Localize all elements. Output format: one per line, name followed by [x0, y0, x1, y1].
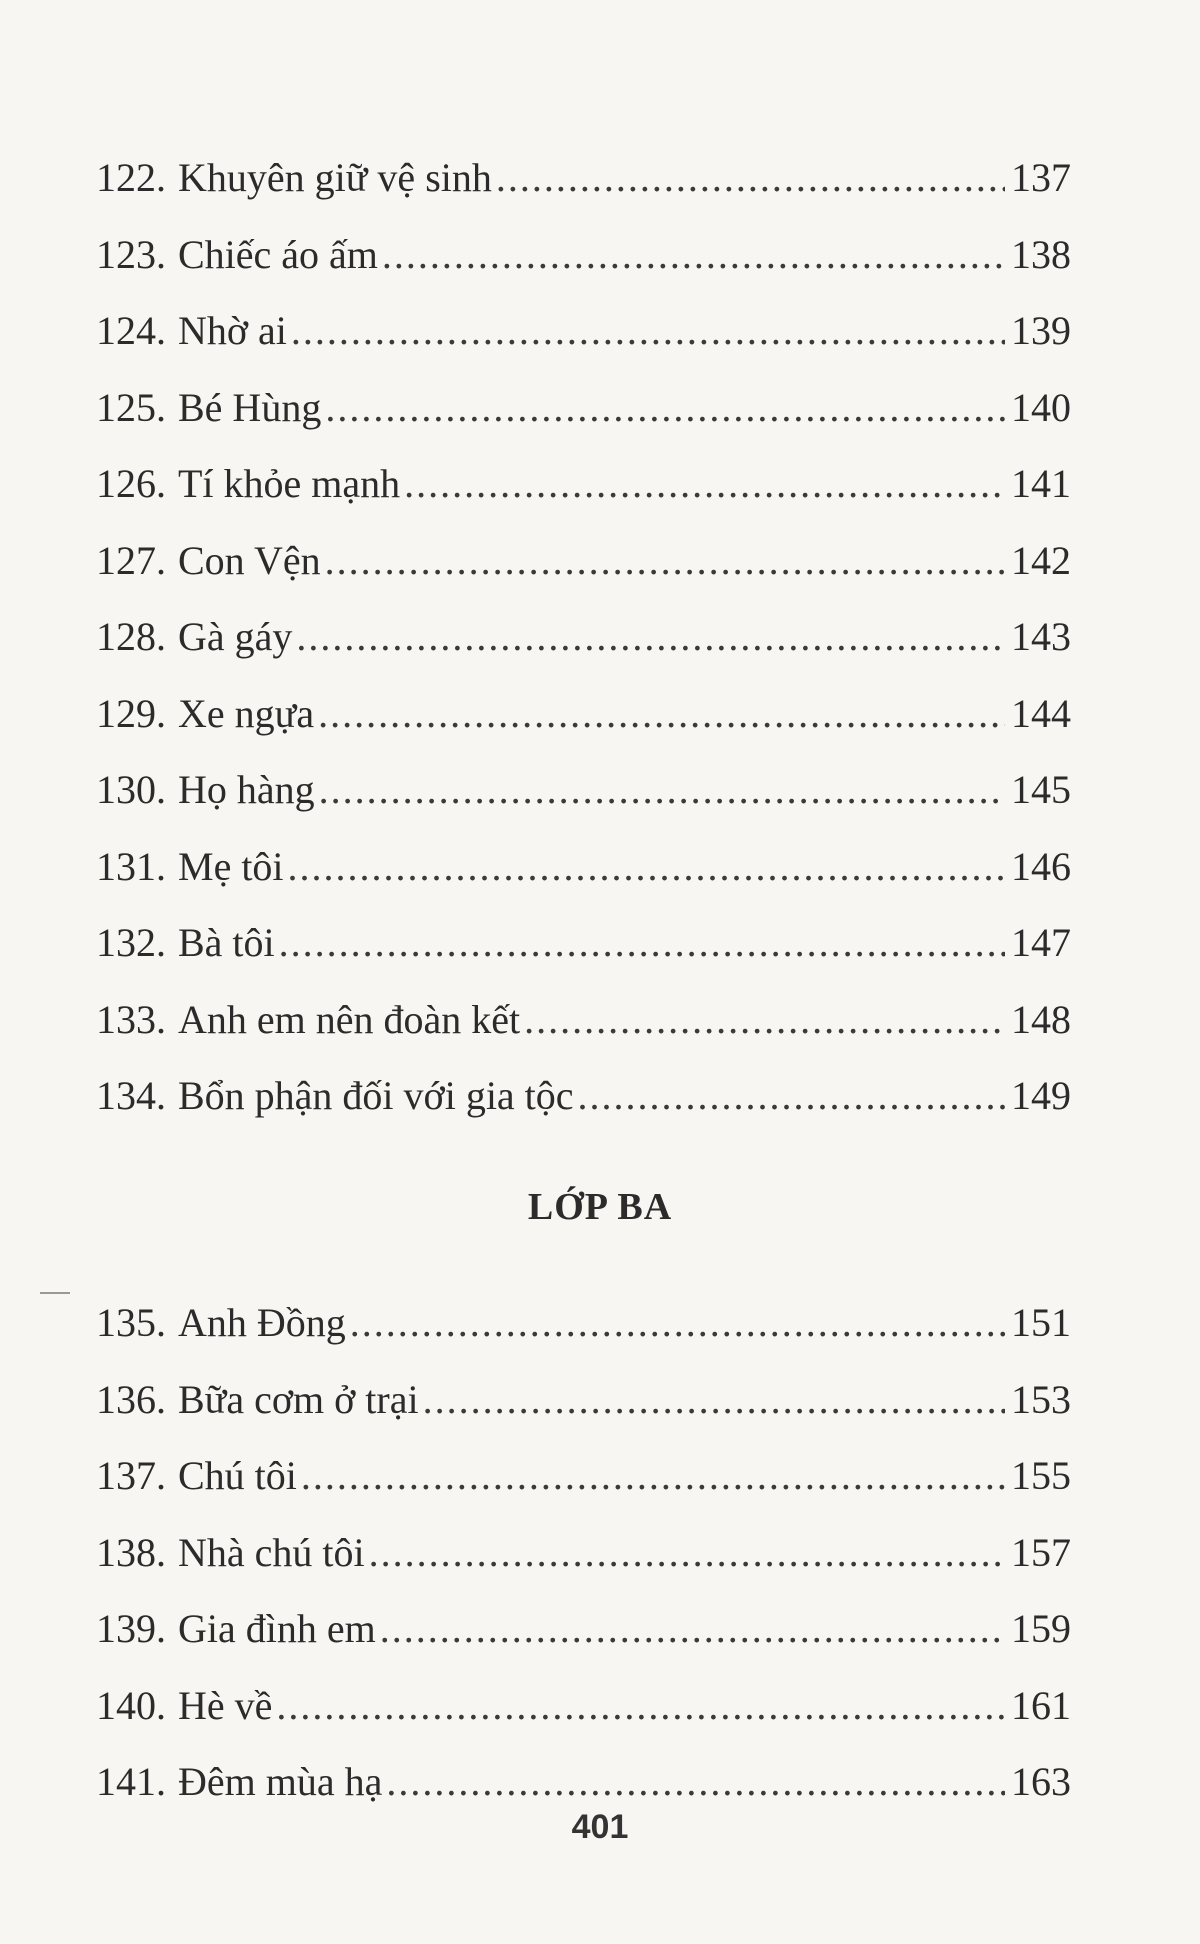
dot-leader [301, 1438, 1005, 1515]
page-number: 401 [571, 1808, 629, 1846]
dot-leader [496, 140, 1005, 217]
entry-title: Bữa cơm ở trại [178, 1376, 419, 1422]
entry-page: 155 [1011, 1453, 1071, 1498]
entry-page: 148 [1011, 996, 1071, 1042]
entry-page: 142 [1011, 537, 1071, 583]
entry-page: 153 [1011, 1376, 1071, 1422]
entry-title: Chú tôi [178, 1453, 297, 1498]
dot-leader [350, 1285, 1005, 1362]
toc-entry [96, 982, 1071, 1059]
entry-page: 163 [1011, 1759, 1071, 1804]
entry-page: 157 [1011, 1529, 1071, 1575]
toc-entry [96, 1591, 1071, 1668]
entry-title: Họ hàng [178, 767, 315, 812]
entry-number: 125. [96, 384, 166, 430]
entry-number: 124. [96, 308, 166, 353]
toc-entry [96, 829, 1071, 906]
entry-number: 129. [96, 690, 166, 736]
entry-page: 140 [1011, 384, 1071, 430]
toc-entry [96, 217, 1071, 294]
entry-title: Anh Đồng [178, 1300, 346, 1345]
entry-page: 159 [1011, 1606, 1071, 1651]
toc-entry [96, 1285, 1071, 1362]
entry-title: Bổn phận đối với gia tộc [178, 1073, 574, 1118]
entry-title: Con Vện [178, 537, 321, 583]
dot-leader [276, 1668, 1005, 1745]
dot-leader [404, 446, 1005, 523]
entry-page: 138 [1011, 231, 1071, 277]
entry-number: 135. [96, 1300, 166, 1345]
entry-number: 133. [96, 996, 166, 1042]
entry-title: Đêm mùa hạ [178, 1759, 383, 1804]
dot-leader [279, 905, 1005, 982]
entry-page: 149 [1011, 1073, 1071, 1118]
dot-leader [369, 1515, 1005, 1592]
entry-page: 139 [1011, 308, 1071, 353]
entry-title: Bà tôi [178, 920, 275, 965]
toc-entry [96, 1058, 1071, 1135]
entry-number: 128. [96, 614, 166, 659]
entry-number: 137. [96, 1453, 166, 1498]
entry-number: 134. [96, 1073, 166, 1118]
toc-entry [96, 1362, 1071, 1439]
toc-entry [96, 752, 1071, 829]
entry-page: 151 [1011, 1300, 1071, 1345]
dot-leader [382, 217, 1005, 294]
entry-page: 137 [1011, 155, 1071, 200]
entry-number: 123. [96, 231, 166, 277]
entry-title: Bé Hùng [178, 384, 322, 430]
entry-title: Chiếc áo ấm [178, 231, 378, 277]
toc-entry [96, 523, 1071, 600]
toc-list-group-2 [96, 1285, 1071, 1821]
entry-number: 139. [96, 1606, 166, 1651]
dot-leader [288, 829, 1005, 906]
dot-leader [318, 676, 1005, 753]
entry-page: 161 [1011, 1682, 1071, 1728]
dot-leader [380, 1591, 1005, 1668]
dot-leader [319, 752, 1005, 829]
toc-entry [96, 370, 1071, 447]
entry-number: 130. [96, 767, 166, 812]
entry-page: 141 [1011, 461, 1071, 506]
toc-entry [96, 1515, 1071, 1592]
toc-entry [96, 446, 1071, 523]
margin-mark [40, 1292, 70, 1294]
dot-leader [325, 523, 1005, 600]
toc-entry [96, 293, 1071, 370]
entry-page: 144 [1011, 690, 1071, 736]
entry-number: 126. [96, 461, 166, 506]
dot-leader [524, 982, 1005, 1059]
toc-list-group-1 [96, 140, 1071, 1135]
entry-number: 138. [96, 1529, 166, 1575]
entry-number: 127. [96, 537, 166, 583]
entry-number: 141. [96, 1759, 166, 1804]
toc-entry [96, 1668, 1071, 1745]
entry-page: 146 [1011, 843, 1071, 889]
toc-entry [96, 599, 1071, 676]
entry-page: 143 [1011, 614, 1071, 659]
toc-entry [96, 1438, 1071, 1515]
dot-leader [578, 1058, 1005, 1135]
entry-page: 147 [1011, 920, 1071, 965]
entry-title: Nhà chú tôi [178, 1529, 365, 1575]
entry-number: 122. [96, 155, 166, 200]
dot-leader [291, 293, 1005, 370]
entry-title: Mẹ tôi [178, 843, 284, 889]
entry-title: Hè về [178, 1682, 273, 1728]
entry-title: Khuyên giữ vệ sinh [178, 155, 492, 200]
entry-title: Tí khỏe mạnh [178, 461, 401, 506]
dot-leader [325, 370, 1005, 447]
entry-title: Gia đình em [178, 1606, 376, 1651]
entry-number: 136. [96, 1376, 166, 1422]
entry-page: 145 [1011, 767, 1071, 812]
entry-title: Gà gáy [178, 614, 293, 659]
entry-number: 132. [96, 920, 166, 965]
entry-title: Nhờ ai [178, 308, 287, 353]
entry-number: 131. [96, 843, 166, 889]
dot-leader [423, 1362, 1005, 1439]
entry-title: Anh em nên đoàn kết [178, 996, 521, 1042]
dot-leader [296, 599, 1005, 676]
entry-title: Xe ngựa [178, 690, 315, 736]
section-heading: LỚP BA [527, 1186, 673, 1228]
toc-entry [96, 676, 1071, 753]
entry-number: 140. [96, 1682, 166, 1728]
toc-entry [96, 905, 1071, 982]
toc-entry [96, 140, 1071, 217]
